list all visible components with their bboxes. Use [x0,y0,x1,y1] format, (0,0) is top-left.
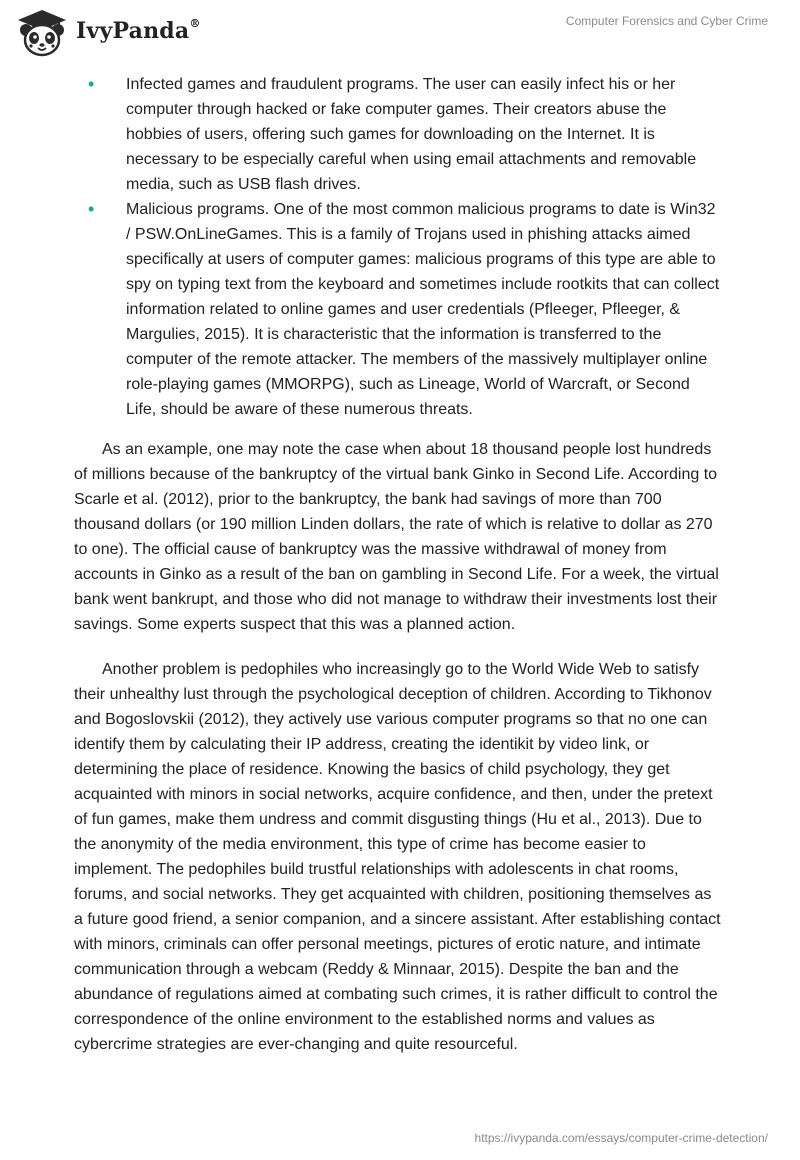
list-item [74,197,722,422]
page-header [0,0,800,64]
bullet-icon: • [88,74,95,94]
list-item-text: Malicious programs. One of the most common malicious programs to date is Win32 / PSW.OnLineGames. This is a family of Trojans used in phishing attacks aimed specifically at users of computer games: malicious programs of this type are able to spy on typing text from the keyboard and sometimes include rootkits that can collect information related to online games and user credentials (Pfleeger, Pfleeger, & Margulies, 2015). It is characteristic that the information is transferred to the computer of the remote attacker. The members of the massively multiplayer online role-playing games (MMORPG), such as Lineage, World of Warcraft, or Second Life, should be aware of these numerous threats. [126,201,720,418]
bullet-list [74,72,722,422]
brand-name: IvyPanda® [76,16,201,44]
brand-logo[interactable] [14,8,214,58]
bullet-icon: • [88,199,95,219]
list-item [74,72,722,197]
panda-graduate-icon [14,8,70,58]
essay-body [74,72,722,1057]
paragraph: Another problem is pedophiles who increasingly go to the World Wide Web to satisfy their unhealthy lust through the psychological deception of children. According to Tikhonov and Bogoslovskii (2012), they actively use various computer programs so that no one can identify them by calculating their IP address, creating the identikit by video link, or determining the place of residence. Knowing the basics of child psychology, they get acquainted with minors in social networks, acquire confidence, and then, under the pretext of fun games, make them undress and commit disgusting things (Hu et al., 2013). Due to the anonymity of the media environment, this type of crime has become easier to implement. The pedophiles build trustful relationships with adolescents in chat rooms, forums, and social networks. They get acquainted with children, positioning themselves as a future good friend, a senior companion, and a sincere assistant. After establishing contact with minors, criminals can offer personal meetings, pictures of erotic nature, and intimate communication through a webcam (Reddy & Minnaar, 2015). Despite the ban and the abundance of regulations aimed at combating such crimes, it is rather difficult to control the correspondence of the online environment to the established norms and values as cybercrime strategies are ever-changing and quite resourceful. [74,661,721,1053]
source-url[interactable]: https://ivypanda.com/essays/computer-crime-detection/ [474,1131,768,1145]
paragraph: As an example, one may note the case when about 18 thousand people lost hundreds of millions because of the bankruptcy of the virtual bank Ginko in Second Life. According to Scarle et al. (2012), prior to the bankruptcy, the bank had savings of more than 700 thousand dollars (or 190 million Linden dollars, the rate of which is relative to dollar as 270 to one). The official cause of bankruptcy was the massive withdrawal of money from accounts in Ginko as a result of the ban on gambling in Second Life. For a week, the virtual bank went bankrupt, and those who did not manage to withdraw their investments lost their savings. Some experts suspect that this was a planned action. [74,441,719,633]
document-title: Computer Forensics and Cyber Crime [565,14,768,28]
list-item-text: Infected games and fraudulent programs. The user can easily infect his or her computer through hacked or fake computer games. Their creators abuse the hobbies of users, offering such games for downloading on the Internet. It is necessary to be especially careful when using email attachments and removable media, such as USB flash drives. [126,76,697,193]
